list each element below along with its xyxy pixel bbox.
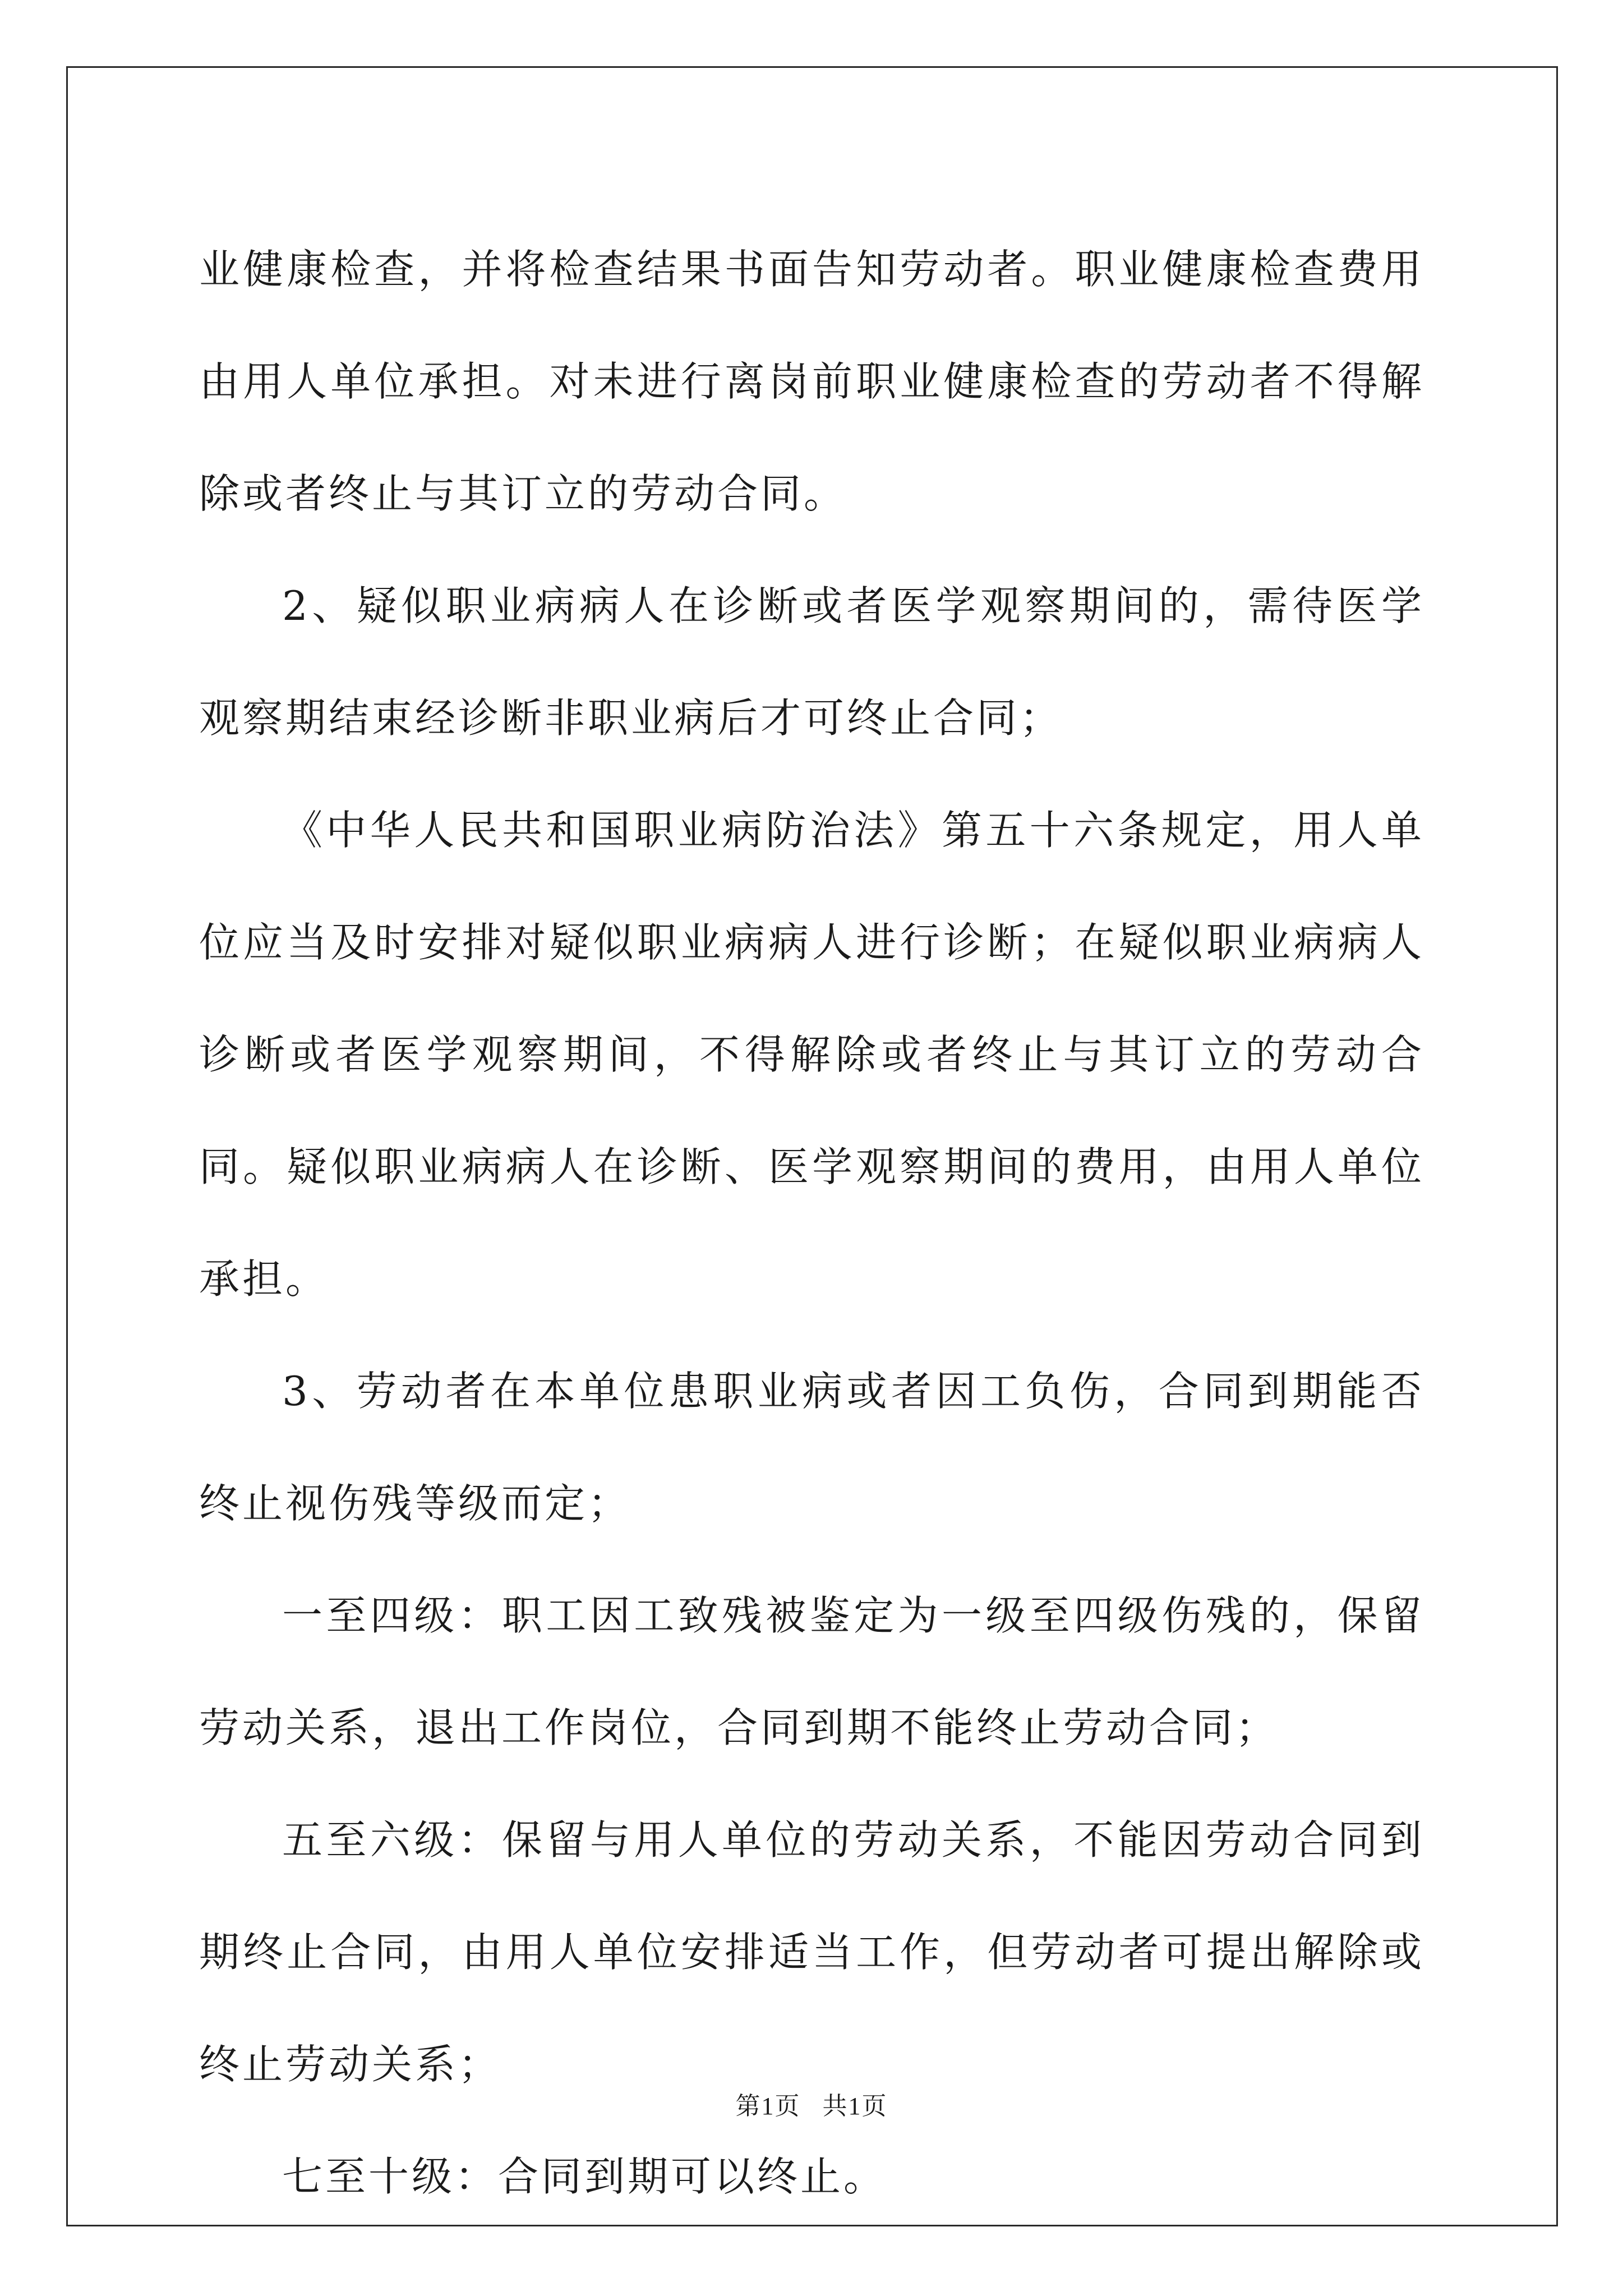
paragraph-6: 五至六级：保留与用人单位的劳动关系，不能因劳动合同到期终止合同，由用人单位安排适当工作，但劳动者可提出解除或终止劳动关系； [199, 1816, 1424, 2088]
paragraph-3: 《中华人民共和国职业病防治法》第五十六条规定，用人单位应当及时安排对疑似职业病病人进行诊断；在疑似职业病病人诊断或者医学观察期间，不得解除或者终止与其订立的劳动合同。疑似职业病病人在诊断、医学观察期间的费用，由用人单位承担。 [199, 807, 1424, 1303]
document-body [199, 213, 1424, 2233]
paragraph-7: 七至十级：合同到期可以终止。 [282, 2153, 887, 2200]
paragraph-4: 3、劳动者在本单位患职业病或者因工负伤，合同到期能否终止视伤残等级而定； [199, 1368, 1424, 1527]
paragraph-5: 一至四级：职工因工致残被鉴定为一级至四级伤残的，保留劳动关系，退出工作岗位，合同到期不能终止劳动合同； [199, 1592, 1424, 1751]
page-number-footer: 第1页 共1页 [735, 2092, 888, 2120]
paragraph-1: 业健康检查，并将检查结果书面告知劳动者。职业健康检查费用由用人单位承担。对未进行离岗前职业健康检查的劳动者不得解除或者终止与其订立的劳动合同。 [199, 246, 1424, 517]
paragraph-2: 2、疑似职业病病人在诊断或者医学观察期间的，需待医学观察期结束经诊断非职业病后才可终止合同； [199, 582, 1424, 742]
